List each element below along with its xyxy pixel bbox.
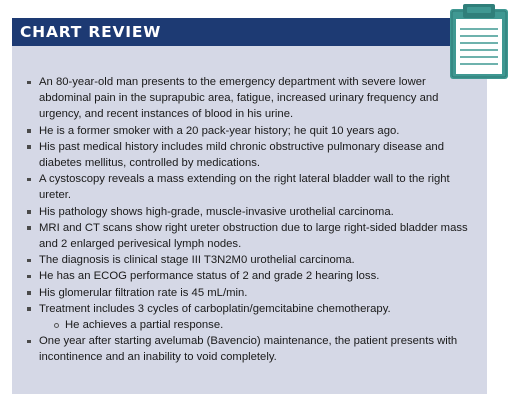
list-item: Treatment includes 3 cycles of carboplatin/gemcitabine chemotherapy.: [26, 301, 478, 317]
list-item: He has an ECOG performance status of 2 and grade 2 hearing loss.: [26, 268, 478, 284]
chart-review-title: CHART REVIEW: [20, 23, 162, 41]
list-item: A cystoscopy reveals a mass extending on the right lateral bladder wall to the right ureter.: [26, 171, 478, 203]
list-item: His pathology shows high-grade, muscle-invasive urothelial carcinoma.: [26, 204, 478, 220]
chart-review-list: [26, 74, 478, 366]
list-item: His past medical history includes mild chronic obstructive pulmonary disease and diabetes mellitus, controlled by medications.: [26, 139, 478, 171]
chart-review-card: [12, 18, 487, 394]
list-item: One year after starting avelumab (Bavencio) maintenance, the patient presents with incontinence and an inability to void completely.: [26, 333, 478, 365]
chart-review-header: [12, 18, 487, 46]
list-item: An 80-year-old man presents to the emergency department with severe lower abdominal pain in the suprapubic area, fatigue, increased urinary frequency and urgency, and recent instances of blood in his urine.: [26, 74, 478, 123]
sub-list-item: He achieves a partial response.: [26, 317, 478, 333]
list-item: His glomerular filtration rate is 45 mL/min.: [26, 285, 478, 301]
clipboard-icon: [449, 2, 509, 80]
list-item: He is a former smoker with a 20 pack-year history; he quit 10 years ago.: [26, 123, 478, 139]
list-item: MRI and CT scans show right ureter obstruction due to large right-sided bladder mass and 2 enlarged perivesical lymph nodes.: [26, 220, 478, 252]
list-item: The diagnosis is clinical stage III T3N2M0 urothelial carcinoma.: [26, 252, 478, 268]
